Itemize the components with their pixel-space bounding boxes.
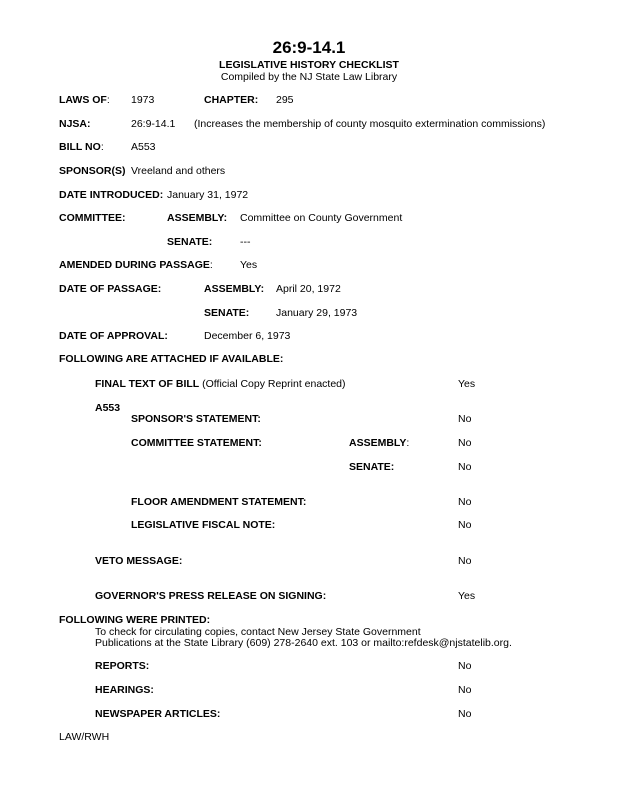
committee-statement-senate-value: No xyxy=(458,461,472,473)
compiled-by: Compiled by the NJ State Law Library xyxy=(220,71,398,83)
laws-of-label: LAWS OF: xyxy=(59,94,110,106)
njsa-description: (Increases the membership of county mosquito extermination commissions) xyxy=(194,118,546,130)
hearings-value: No xyxy=(458,684,472,696)
printed-note-line1: To check for circulating copies, contact New Jersey State Government xyxy=(95,626,421,638)
amended-value: Yes xyxy=(240,259,258,271)
newspaper-articles-label: NEWSPAPER ARTICLES: xyxy=(95,708,221,720)
passage-senate-label: SENATE: xyxy=(204,307,250,319)
sponsors-value: Vreeland and others xyxy=(131,165,226,177)
laws-of-value: 1973 xyxy=(131,94,155,106)
hearings-label: HEARINGS: xyxy=(95,684,154,696)
sponsor-statement-label: SPONSOR'S STATEMENT: xyxy=(131,413,261,425)
date-introduced-value: January 31, 1972 xyxy=(167,189,249,201)
chapter-value: 295 xyxy=(276,94,294,106)
committee-assembly-value: Committee on County Government xyxy=(240,212,403,224)
committee-statement-assembly-value: No xyxy=(458,437,472,449)
printed-heading: FOLLOWING WERE PRINTED: xyxy=(59,614,211,626)
date-of-approval-value: December 6, 1973 xyxy=(204,330,291,342)
passage-senate-value: January 29, 1973 xyxy=(276,307,358,319)
checklist-subtitle: LEGISLATIVE HISTORY CHECKLIST xyxy=(219,59,399,71)
newspaper-articles-value: No xyxy=(458,708,472,720)
final-text-value: Yes xyxy=(458,378,476,390)
committee-senate-value: --- xyxy=(240,236,251,248)
page-title: 26:9-14.1 xyxy=(272,38,346,57)
njsa-label: NJSA: xyxy=(59,118,91,130)
fiscal-note-value: No xyxy=(458,519,472,531)
amended-label: AMENDED DURING PASSAGE: xyxy=(59,259,213,271)
date-of-passage-label: DATE OF PASSAGE: xyxy=(59,283,162,295)
reports-value: No xyxy=(458,660,472,672)
chapter-label: CHAPTER: xyxy=(204,94,259,106)
printed-note-line2: Publications at the State Library (609) 278-2640 ext. 103 or mailto:refdesk@njstatelib.org. xyxy=(95,637,512,649)
bill-no-value: A553 xyxy=(131,141,156,153)
committee-label: COMMITTEE: xyxy=(59,212,126,224)
final-text-label: FINAL TEXT OF BILL (Official Copy Reprint enacted) xyxy=(95,378,346,390)
press-release-value: Yes xyxy=(458,590,476,602)
passage-assembly-label: ASSEMBLY: xyxy=(204,283,265,295)
njsa-value: 26:9-14.1 xyxy=(131,118,176,130)
date-of-approval-label: DATE OF APPROVAL: xyxy=(59,330,168,342)
committee-senate-label: SENATE: xyxy=(167,236,213,248)
sponsor-statement-value: No xyxy=(458,413,472,425)
reports-label: REPORTS: xyxy=(95,660,150,672)
sponsors-label: SPONSOR(S) xyxy=(59,165,126,177)
committee-statement-label: COMMITTEE STATEMENT: xyxy=(131,437,262,449)
date-introduced-label: DATE INTRODUCED: xyxy=(59,189,164,201)
footer-initials: LAW/RWH xyxy=(59,731,110,743)
passage-assembly-value: April 20, 1972 xyxy=(276,283,341,295)
veto-message-label: VETO MESSAGE: xyxy=(95,555,183,567)
committee-statement-senate-label: SENATE: xyxy=(349,461,395,473)
floor-amendment-value: No xyxy=(458,496,472,508)
attached-heading: FOLLOWING ARE ATTACHED IF AVAILABLE: xyxy=(59,353,284,365)
veto-message-value: No xyxy=(458,555,472,567)
committee-statement-assembly-label: ASSEMBLY: xyxy=(349,437,410,449)
fiscal-note-label: LEGISLATIVE FISCAL NOTE: xyxy=(131,519,276,531)
floor-amendment-label: FLOOR AMENDMENT STATEMENT: xyxy=(131,496,307,508)
committee-assembly-label: ASSEMBLY: xyxy=(167,212,228,224)
press-release-label: GOVERNOR'S PRESS RELEASE ON SIGNING: xyxy=(95,590,327,602)
attached-bill-number: A553 xyxy=(95,402,121,414)
bill-no-label: BILL NO: xyxy=(59,141,104,153)
